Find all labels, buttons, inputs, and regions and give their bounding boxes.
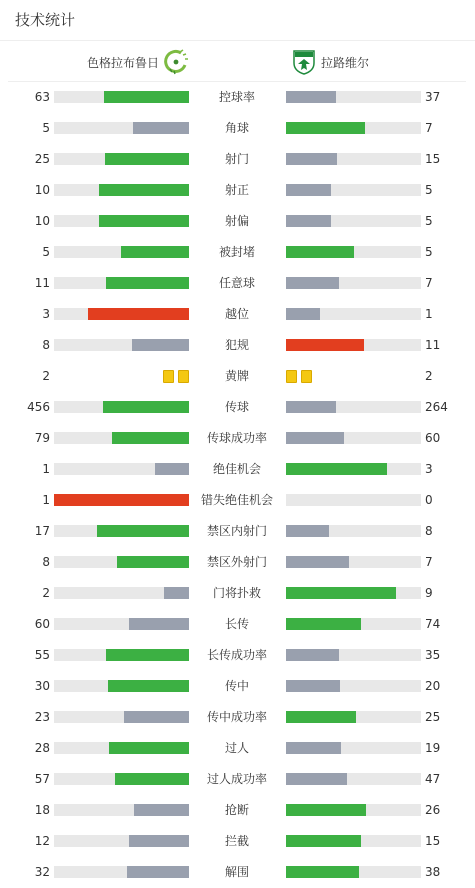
away-stat-bar-fill (286, 308, 320, 320)
away-yellow-cards (286, 370, 312, 383)
stat-row (0, 609, 475, 640)
home-stat-bar-fill (164, 587, 189, 599)
home-stat-value: 1 (42, 462, 50, 476)
away-stat-bar-fill (286, 401, 336, 413)
home-stat-bar-fill (115, 773, 189, 785)
stat-row (0, 795, 475, 826)
stat-label: 传球 (224, 400, 249, 414)
stat-row (0, 857, 475, 888)
home-team[interactable] (87, 49, 188, 75)
stat-row (0, 144, 475, 175)
yellow-card-icon (178, 370, 189, 383)
away-stat-bar (286, 277, 421, 289)
away-stat-value: 11 (425, 338, 441, 352)
home-stat-value: 32 (34, 865, 50, 879)
away-stat-value: 74 (425, 617, 441, 631)
away-stat-bar (286, 835, 421, 847)
stat-label: 过人 (224, 741, 249, 755)
home-stat-value: 10 (34, 214, 50, 228)
stat-row (0, 578, 475, 609)
home-stat-bar-fill (103, 401, 189, 413)
stat-row (0, 454, 475, 485)
away-stat-bar-fill (286, 742, 341, 754)
stat-label: 被封堵 (218, 245, 255, 259)
home-stat-bar (54, 866, 189, 878)
away-team[interactable] (292, 49, 369, 75)
home-stat-bar (54, 463, 189, 475)
away-stat-value: 37 (425, 90, 441, 104)
home-stat-bar-fill (108, 680, 189, 692)
stat-row (0, 361, 475, 392)
home-stat-bar-fill (97, 525, 189, 537)
home-stat-value: 25 (34, 152, 50, 166)
away-stat-bar (286, 556, 421, 568)
teams-header (8, 41, 466, 82)
home-stat-bar (54, 122, 189, 134)
home-stat-bar-fill (117, 556, 189, 568)
stat-label: 过人成功率 (206, 772, 267, 786)
home-stat-bar (54, 494, 189, 506)
stat-label: 射正 (224, 183, 249, 197)
home-stat-bar-fill (132, 339, 189, 351)
home-stat-value: 79 (34, 431, 50, 445)
home-stat-bar (54, 804, 189, 816)
away-stat-bar-fill (286, 339, 364, 351)
away-stat-bar-fill (286, 525, 329, 537)
home-stat-bar (54, 277, 189, 289)
home-stat-value: 11 (34, 276, 50, 290)
away-stat-value: 3 (425, 462, 433, 476)
stat-label: 传中 (224, 679, 249, 693)
away-stat-value: 0 (425, 493, 433, 507)
away-stat-bar (286, 215, 421, 227)
stat-row (0, 82, 475, 113)
home-stat-bar (54, 711, 189, 723)
away-stat-bar-fill (286, 91, 336, 103)
away-stat-bar (286, 246, 421, 258)
home-stat-value: 17 (34, 524, 50, 538)
stat-label: 绝佳机会 (212, 462, 261, 476)
home-stat-bar (54, 773, 189, 785)
home-stat-bar-fill (129, 835, 189, 847)
stat-row (0, 206, 475, 237)
away-stat-bar (286, 463, 421, 475)
home-stat-value: 5 (42, 121, 50, 135)
home-stat-value: 3 (42, 307, 50, 321)
home-stat-value: 30 (34, 679, 50, 693)
stat-row (0, 175, 475, 206)
away-stat-bar-fill (286, 463, 387, 475)
away-stat-bar-fill (286, 246, 354, 258)
away-stat-value: 7 (425, 121, 433, 135)
home-stat-bar (54, 556, 189, 568)
stat-label: 门将扑救 (212, 586, 261, 600)
home-stat-bar-fill (104, 91, 189, 103)
home-stat-value: 55 (34, 648, 50, 662)
away-stat-value: 26 (425, 803, 441, 817)
away-stat-value: 25 (425, 710, 441, 724)
away-stat-value: 20 (425, 679, 441, 693)
home-stat-bar-fill (109, 742, 189, 754)
stat-label: 越位 (224, 307, 249, 321)
away-stat-bar (286, 432, 421, 444)
home-stat-value: 456 (27, 400, 50, 414)
away-team-name: 拉路维尔 (321, 55, 370, 70)
away-stat-bar (286, 91, 421, 103)
away-stat-value: 7 (425, 276, 433, 290)
away-stat-value: 7 (425, 555, 433, 569)
away-stat-bar (286, 711, 421, 723)
stat-row (0, 516, 475, 547)
home-stat-bar (54, 742, 189, 754)
stat-row (0, 826, 475, 857)
away-stat-bar-fill (286, 804, 366, 816)
away-stat-bar-fill (286, 184, 331, 196)
home-stat-value: 8 (42, 555, 50, 569)
away-stat-bar-fill (286, 277, 339, 289)
home-stat-bar-fill (155, 463, 189, 475)
away-stat-bar (286, 742, 421, 754)
home-stat-bar-fill (129, 618, 189, 630)
stat-label: 拦截 (224, 834, 249, 848)
home-stat-value: 2 (42, 586, 50, 600)
home-stat-bar (54, 184, 189, 196)
stat-row (0, 547, 475, 578)
stats-header (0, 0, 475, 41)
away-stat-value: 8 (425, 524, 433, 538)
home-stat-bar-fill (112, 432, 189, 444)
stat-label: 传中成功率 (206, 710, 267, 724)
stat-row (0, 330, 475, 361)
away-stat-bar (286, 680, 421, 692)
away-stat-bar-fill (286, 649, 339, 661)
cercle-brugge-logo-icon (164, 49, 188, 75)
home-stat-bar (54, 246, 189, 258)
away-stat-bar-fill (286, 587, 396, 599)
stat-row (0, 268, 475, 299)
page-title: 技术统计 (15, 11, 76, 29)
stat-label: 任意球 (218, 276, 255, 290)
away-stat-value: 2 (425, 369, 433, 383)
away-stat-value: 15 (425, 834, 441, 848)
home-stat-bar (54, 680, 189, 692)
stat-label: 长传 (224, 617, 249, 631)
away-stat-bar-fill (286, 215, 331, 227)
home-stat-value: 28 (34, 741, 50, 755)
away-stat-bar-fill (286, 773, 347, 785)
stat-label: 黄牌 (224, 369, 249, 383)
home-stat-bar (54, 649, 189, 661)
stat-label: 长传成功率 (206, 648, 267, 662)
yellow-card-icon (286, 370, 297, 383)
home-stat-value: 63 (34, 90, 50, 104)
away-stat-bar (286, 401, 421, 413)
home-stat-bar-fill (54, 494, 189, 506)
away-stat-bar (286, 153, 421, 165)
home-stat-bar (54, 525, 189, 537)
away-stat-bar (286, 587, 421, 599)
home-team-name: 色格拉布鲁日 (86, 55, 159, 70)
stat-label: 犯规 (224, 338, 249, 352)
home-stat-bar-fill (105, 153, 189, 165)
home-stat-value: 23 (34, 710, 50, 724)
away-stat-bar (286, 184, 421, 196)
away-stat-bar-fill (286, 618, 361, 630)
away-stat-bar (286, 804, 421, 816)
stat-label: 禁区外射门 (206, 555, 267, 569)
away-stat-bar-fill (286, 556, 349, 568)
home-stat-bar-fill (133, 122, 189, 134)
away-stat-bar (286, 494, 421, 506)
home-stat-bar-fill (106, 649, 189, 661)
home-stat-bar (54, 401, 189, 413)
stat-label: 解围 (224, 865, 249, 879)
away-stat-bar-fill (286, 122, 365, 134)
yellow-card-icon (301, 370, 312, 383)
away-stat-bar-fill (286, 835, 361, 847)
away-stat-bar (286, 649, 421, 661)
away-stat-value: 9 (425, 586, 433, 600)
home-stat-bar (54, 339, 189, 351)
home-stat-value: 1 (42, 493, 50, 507)
stat-row (0, 702, 475, 733)
away-stat-bar-fill (286, 680, 340, 692)
away-stat-bar (286, 773, 421, 785)
away-stat-value: 19 (425, 741, 441, 755)
stat-label: 角球 (224, 121, 249, 135)
away-stat-bar (286, 339, 421, 351)
stat-row (0, 299, 475, 330)
home-stat-bar (54, 618, 189, 630)
away-stat-value: 264 (425, 400, 448, 414)
away-stat-bar-fill (286, 153, 337, 165)
home-stat-bar-fill (121, 246, 189, 258)
home-stat-value: 60 (34, 617, 50, 631)
stat-row (0, 764, 475, 795)
away-stat-value: 35 (425, 648, 441, 662)
stat-row (0, 237, 475, 268)
away-stat-bar (286, 122, 421, 134)
stat-row (0, 640, 475, 671)
home-stat-bar (54, 587, 189, 599)
home-stat-bar-fill (88, 308, 189, 320)
away-stat-value: 15 (425, 152, 441, 166)
yellow-card-icon (163, 370, 174, 383)
away-stat-bar-fill (286, 711, 356, 723)
away-stat-bar (286, 525, 421, 537)
raal-la-louviere-logo-icon (292, 49, 316, 75)
away-stat-value: 60 (425, 431, 441, 445)
home-stat-bar (54, 153, 189, 165)
stat-label: 控球率 (218, 90, 255, 104)
away-stat-value: 38 (425, 865, 441, 879)
home-stat-value: 10 (34, 183, 50, 197)
away-stat-bar-fill (286, 866, 359, 878)
away-stat-bar (286, 308, 421, 320)
home-stat-bar-fill (106, 277, 189, 289)
stat-label: 射门 (224, 152, 249, 166)
away-stat-bar (286, 618, 421, 630)
home-stat-bar (54, 432, 189, 444)
home-stat-bar-fill (124, 711, 189, 723)
home-stat-bar-fill (99, 184, 189, 196)
home-stat-value: 12 (34, 834, 50, 848)
home-stat-value: 5 (42, 245, 50, 259)
home-stat-value: 8 (42, 338, 50, 352)
away-stat-value: 5 (425, 214, 433, 228)
home-stat-bar (54, 308, 189, 320)
stat-label: 错失绝佳机会 (200, 493, 273, 507)
home-yellow-cards (163, 370, 189, 383)
home-stat-value: 57 (34, 772, 50, 786)
stat-label: 传球成功率 (206, 431, 267, 445)
stat-label: 禁区内射门 (206, 524, 267, 538)
stat-label: 射偏 (224, 214, 249, 228)
home-stat-bar (54, 91, 189, 103)
home-stat-value: 18 (34, 803, 50, 817)
stat-row (0, 113, 475, 144)
away-stat-bar (286, 866, 421, 878)
stat-row (0, 423, 475, 454)
home-stat-value: 2 (42, 369, 50, 383)
stat-row (0, 485, 475, 516)
stat-row (0, 733, 475, 764)
home-stat-bar (54, 835, 189, 847)
stat-row (0, 671, 475, 702)
away-stat-value: 5 (425, 183, 433, 197)
home-stat-bar-fill (99, 215, 189, 227)
away-stat-value: 1 (425, 307, 433, 321)
stat-row (0, 392, 475, 423)
home-stat-bar-fill (134, 804, 189, 816)
away-stat-value: 47 (425, 772, 441, 786)
home-stat-bar-fill (127, 866, 189, 878)
home-stat-bar (54, 215, 189, 227)
stat-label: 抢断 (224, 803, 249, 817)
away-stat-bar-fill (286, 432, 344, 444)
away-stat-value: 5 (425, 245, 433, 259)
